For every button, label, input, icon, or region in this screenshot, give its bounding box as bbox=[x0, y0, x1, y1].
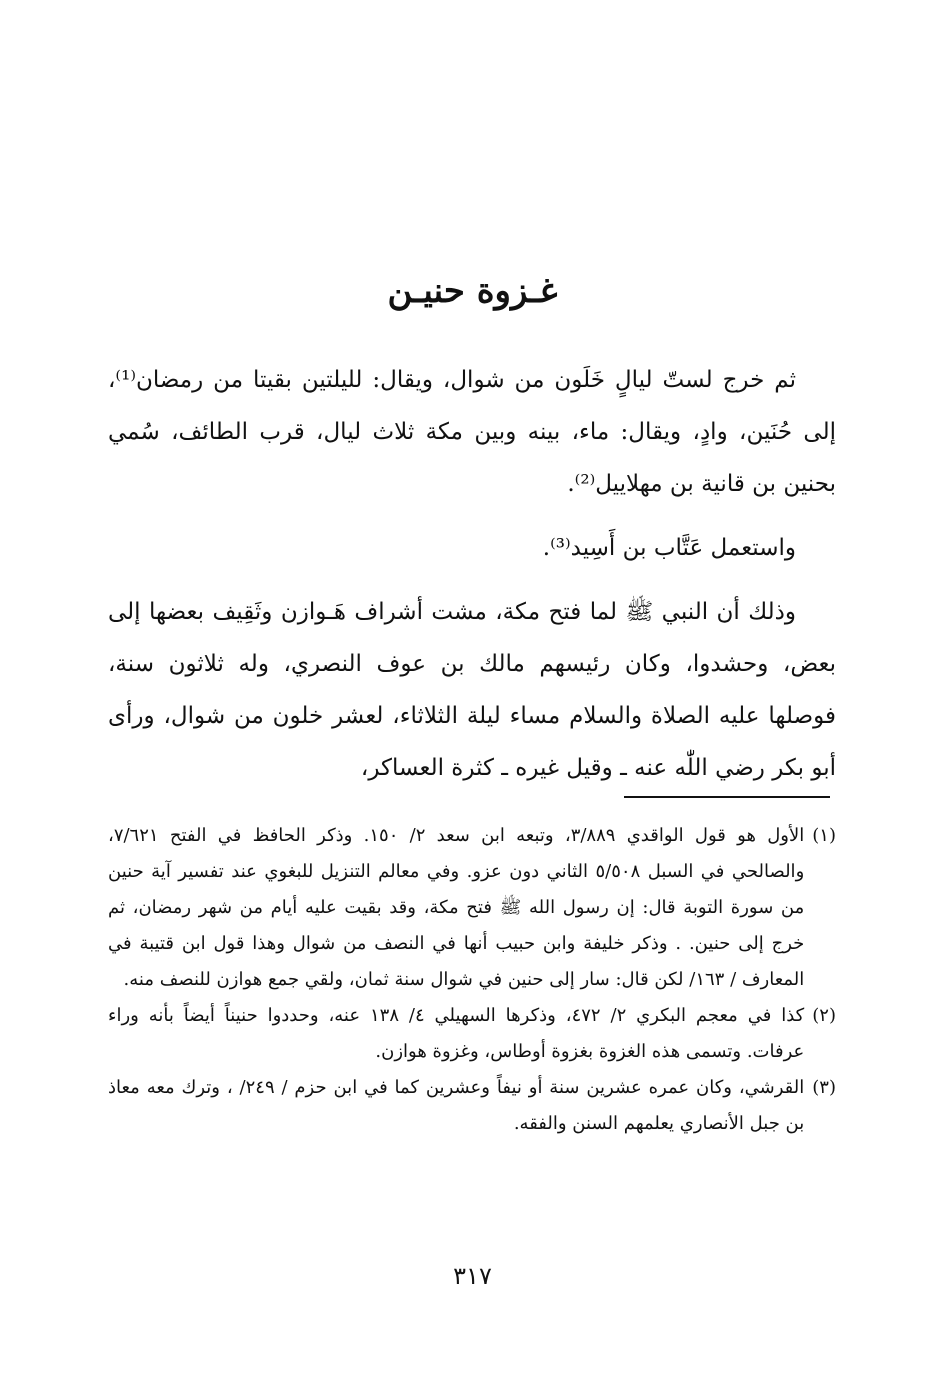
footnote-2 bbox=[108, 998, 836, 1070]
footnote-3 bbox=[108, 1070, 836, 1142]
main-text bbox=[108, 354, 836, 794]
footnotes bbox=[108, 818, 836, 1142]
page-title: غـزوة حنيـن bbox=[387, 270, 558, 311]
footnote-number: (٣) bbox=[812, 1077, 836, 1098]
paragraph-2: واستعمل عَتَّاب بن أَسِيد⁽³⁾. bbox=[542, 535, 796, 561]
footnote-text: كذا في معجم البكري ٢/ ٤٧٢، وذكرها السهيلي ٤/ ١٣٨ عنه، وحددوا حنيناً أيضاً بأنه وراء عرفات. وتسمى هذه الغزوة بغزوة أوطاس، وغزوة هوازن. bbox=[108, 1005, 805, 1062]
paragraph-1: ثم خرج لستّ ليالٍ خَلَون من شوال، ويقال: لليلتين بقيتا من رمضان⁽¹⁾، إلى حُنَين، وادٍ، ويقال: ماء، بينه وبين مكة ثلاث ليال، قرب الطائف، سُمي بحنين بن قانية بن مهلاييل⁽²⁾. bbox=[108, 367, 836, 497]
footnote-text: الأول هو قول الواقدي ٣/٨٨٩، وتبعه ابن سعد ٢/ ١٥٠. وذكر الحافظ في الفتح ٧/٦٢١، والصالحي في السبل ٥/٥٠٨ الثاني دون عزو. وفي معالم التنزيل للبغوي عند تفسير آية حنين من سورة التوبة قال: إن رسول الله ﷺ فتح مكة، وقد بقيت عليه أيام من شهر رمضان، ثم خرج إلى حنين. . وذكر خليفة وابن حبيب أنها في النصف من شوال وهذا قول ابن قتيبة في المعارف / ١٦٣/ لكن قال: سار إلى حنين في شوال سنة ثمان، ولقي جمع هوازن للنصف منه. bbox=[108, 825, 805, 990]
paragraph-3: وذلك أن النبي ﷺ لما فتح مكة، مشت أشراف هَـوازن وثَقِيف بعضها إلى بعض، وحشدوا، وكان رئيسهم مالك بن عوف النصري، وله ثلاثون سنة، فوصلها عليه الصلاة والسلام مساء ليلة الثلاثاء، لعشر خلون من شوال، ورأى أبو بكر رضي اللّٰه عنه ـ وقيل غيره ـ كثرة العساكر، bbox=[108, 599, 836, 781]
footnote-text: القرشي، وكان عمره عشرين سنة أو نيفاً وعشرين كما في ابن حزم / ٢٤٩/ ، وترك معه معاذ بن جبل الأنصاري يعلمهم السنن والفقه. bbox=[108, 1077, 805, 1134]
footnote-number: (٢) bbox=[812, 1005, 836, 1026]
footnote-1 bbox=[108, 818, 836, 998]
footnote-number: (١) bbox=[812, 825, 836, 846]
page-number: ٣١٧ bbox=[453, 1262, 492, 1290]
footnote-separator bbox=[624, 796, 830, 798]
